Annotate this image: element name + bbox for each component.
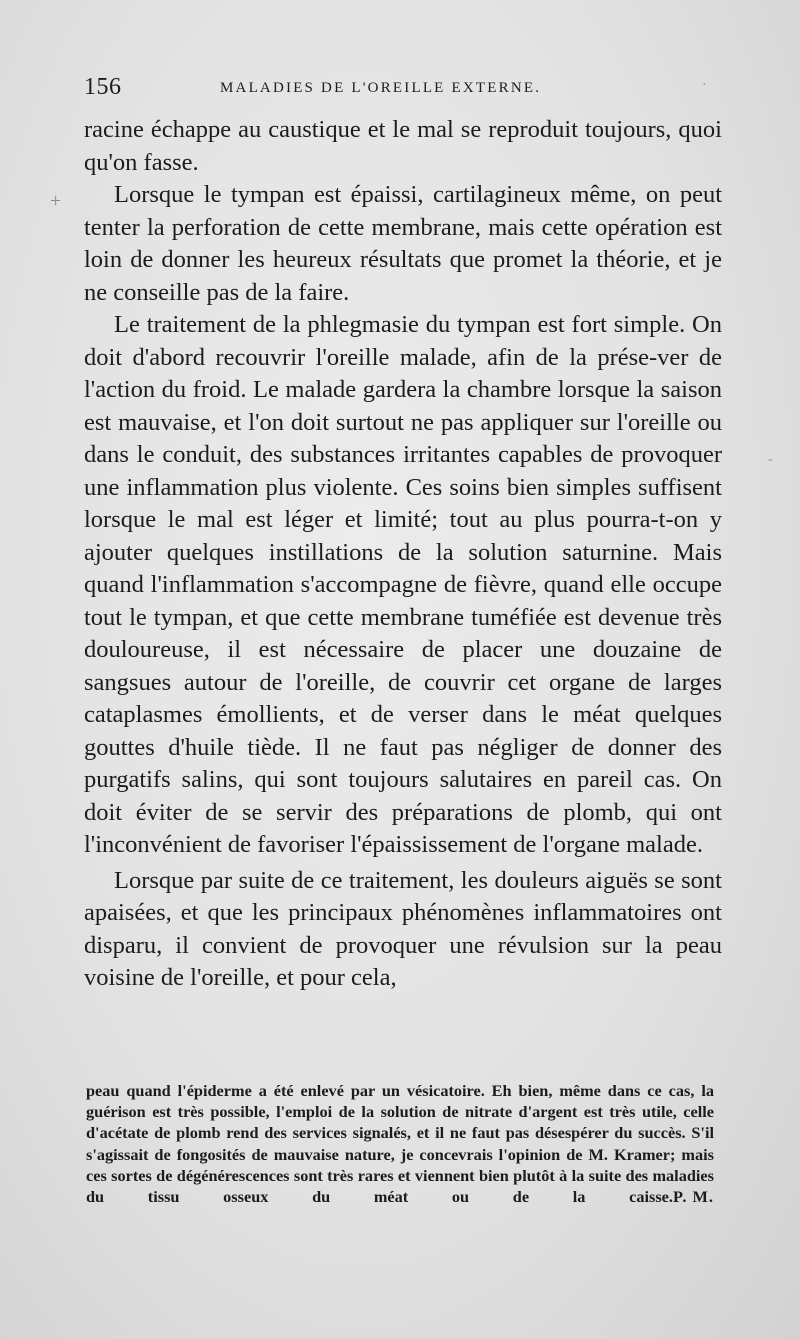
page-header [84, 74, 724, 104]
paragraph: Le traitement de la phlegmasie du tympan est fort simple. On doit d'abord recouvrir l'oreille malade, afin de la prése-ver de l'action du froid. Le malade gardera la chambre lorsque la saison est mauvaise, et l'on doit surtout ne pas appliquer sur l'oreille ou dans le conduit, des substances irritantes capables de provoquer une inflammation plus violente. Ces soins bien simples suffisent lorsque le mal est léger et limité; tout au plus pourra-t-on y ajouter quelques instillations de la solution saturnine. Mais quand l'inflammation s'accompagne de fièvre, quand elle occupe tout le tympan, et que cette membrane tuméfiée est devenue très douloureuse, il est nécessaire de placer une douzaine de sangsues autour de l'oreille, de couvrir cet organe de larges cataplasmes émollients, et de verser dans le méat quelques gouttes d'huile tiède. Il ne faut pas négliger de donner des purgatifs salins, qui sont toujours salutaires en pareil cas. On doit éviter de se servir des préparations de plomb, qui ont l'inconvénient de favoriser l'épaississement de l'organe malade. [84, 311, 722, 858]
paragraph-continuation: racine échappe au caustique et le mal se reproduit toujours, quoi qu'on fasse. [84, 116, 722, 176]
edge-mark-icon: - [768, 452, 773, 467]
paragraph: Lorsque le tympan est épaissi, cartilagineux même, on peut tenter la perforation de cette membrane, mais cette opération est loin de donner les heureux résultats que promet la théorie, et je ne conseille pas de la faire. [84, 181, 722, 306]
paragraph: Lorsque par suite de ce traitement, les douleurs aiguës se sont apaisées, et que les principaux phénomènes inflammatoires ont disparu, il convient de provoquer une révulsion sur la peau voisine de l'oreille, et pour cela, [84, 866, 722, 991]
margin-mark-icon: + [50, 190, 62, 212]
footnote [86, 1080, 714, 1207]
bleed-through-mark-icon: · [702, 78, 707, 93]
footnote-signature: P. M. [672, 1187, 714, 1207]
footnote-text [86, 1080, 714, 1207]
running-head: MALADIES DE L'OREILLE EXTERNE. [220, 80, 542, 96]
footnote-body: peau quand l'épiderme a été enlevé par un vésicatoire. Eh bien, même dans ce cas, la guérison est très possible, l'emploi de la solution de nitrate d'argent est très utile, celle d'acétate de plomb rend des services signalés, et il ne faut pas désespérer du succès. S'il s'agissait de fongosités de mauvaise nature, je concevrais l'opinion de M. Kramer; mais ces sortes de dégénérescences sont très rares et viennent bien plutôt à la suite des maladies du tissu osseux du méat ou de la caisse. [86, 1081, 714, 1207]
main-text [84, 114, 722, 995]
page-number: 156 [84, 74, 122, 100]
